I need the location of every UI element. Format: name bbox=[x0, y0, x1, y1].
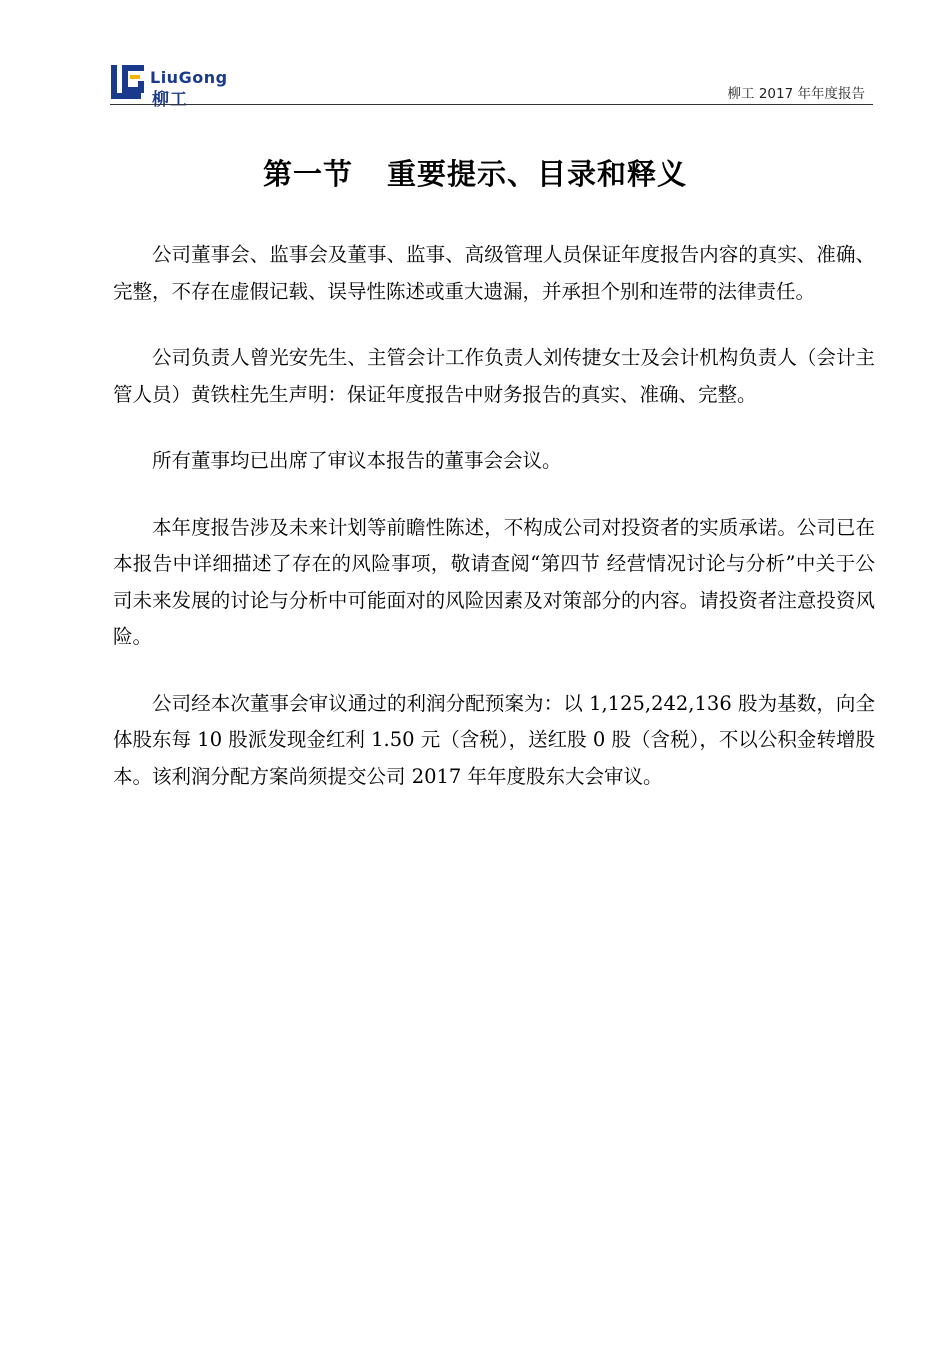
paragraph-responsible-persons: 公司负责人曾光安先生、主管会计工作负责人刘传捷女士及会计机构负责人（会计主管人员）黄铁柱先生声明：保证年度报告中财务报告的真实、准确、完整。 bbox=[113, 346, 875, 406]
paragraph-directors-attendance: 所有董事均已出席了审议本报告的董事会会议。 bbox=[152, 449, 562, 472]
page-header bbox=[110, 62, 873, 110]
liugong-logo bbox=[110, 64, 250, 110]
paragraph-forward-looking: 本年度报告涉及未来计划等前瞻性陈述，不构成公司对投资者的实质承诺。公司已在本报告中详细描述了存在的风险事项，敬请查阅“第四节 经营情况讨论与分析”中关于公司未来发展的讨论与分析中可能面对的风险因素及对策部分的内容。请投资者注意投资风险。 bbox=[113, 515, 875, 648]
logo-english-text: LiuGong bbox=[150, 68, 228, 87]
section-heading bbox=[0, 152, 950, 193]
paragraph-board-guarantee: 公司董事会、监事会及董事、监事、高级管理人员保证年度报告内容的真实、准确、完整，不存在虚假记载、误导性陈述或重大遗漏，并承担个别和连带的法律责任。 bbox=[113, 243, 875, 303]
document-body bbox=[113, 237, 875, 825]
section-title: 重要提示、目录和释义 bbox=[387, 157, 688, 191]
liugong-logo-icon bbox=[110, 64, 148, 104]
logo-chinese-text: 柳工 bbox=[152, 90, 188, 110]
report-header-title: 柳工 2017 年年度报告 bbox=[727, 86, 865, 102]
paragraph-profit-distribution: 公司经本次董事会审议通过的利润分配预案为：以 1,125,242,136 股为基数，向全体股东每 10 股派发现金红利 1.50 元（含税），送红股 0 股（含税），不以公积金转增股本。该利润分配方案尚须提交公司 2017 年年度股东大会审议。 bbox=[113, 691, 875, 788]
section-number: 第一节 bbox=[262, 157, 353, 191]
header-divider bbox=[110, 104, 873, 105]
